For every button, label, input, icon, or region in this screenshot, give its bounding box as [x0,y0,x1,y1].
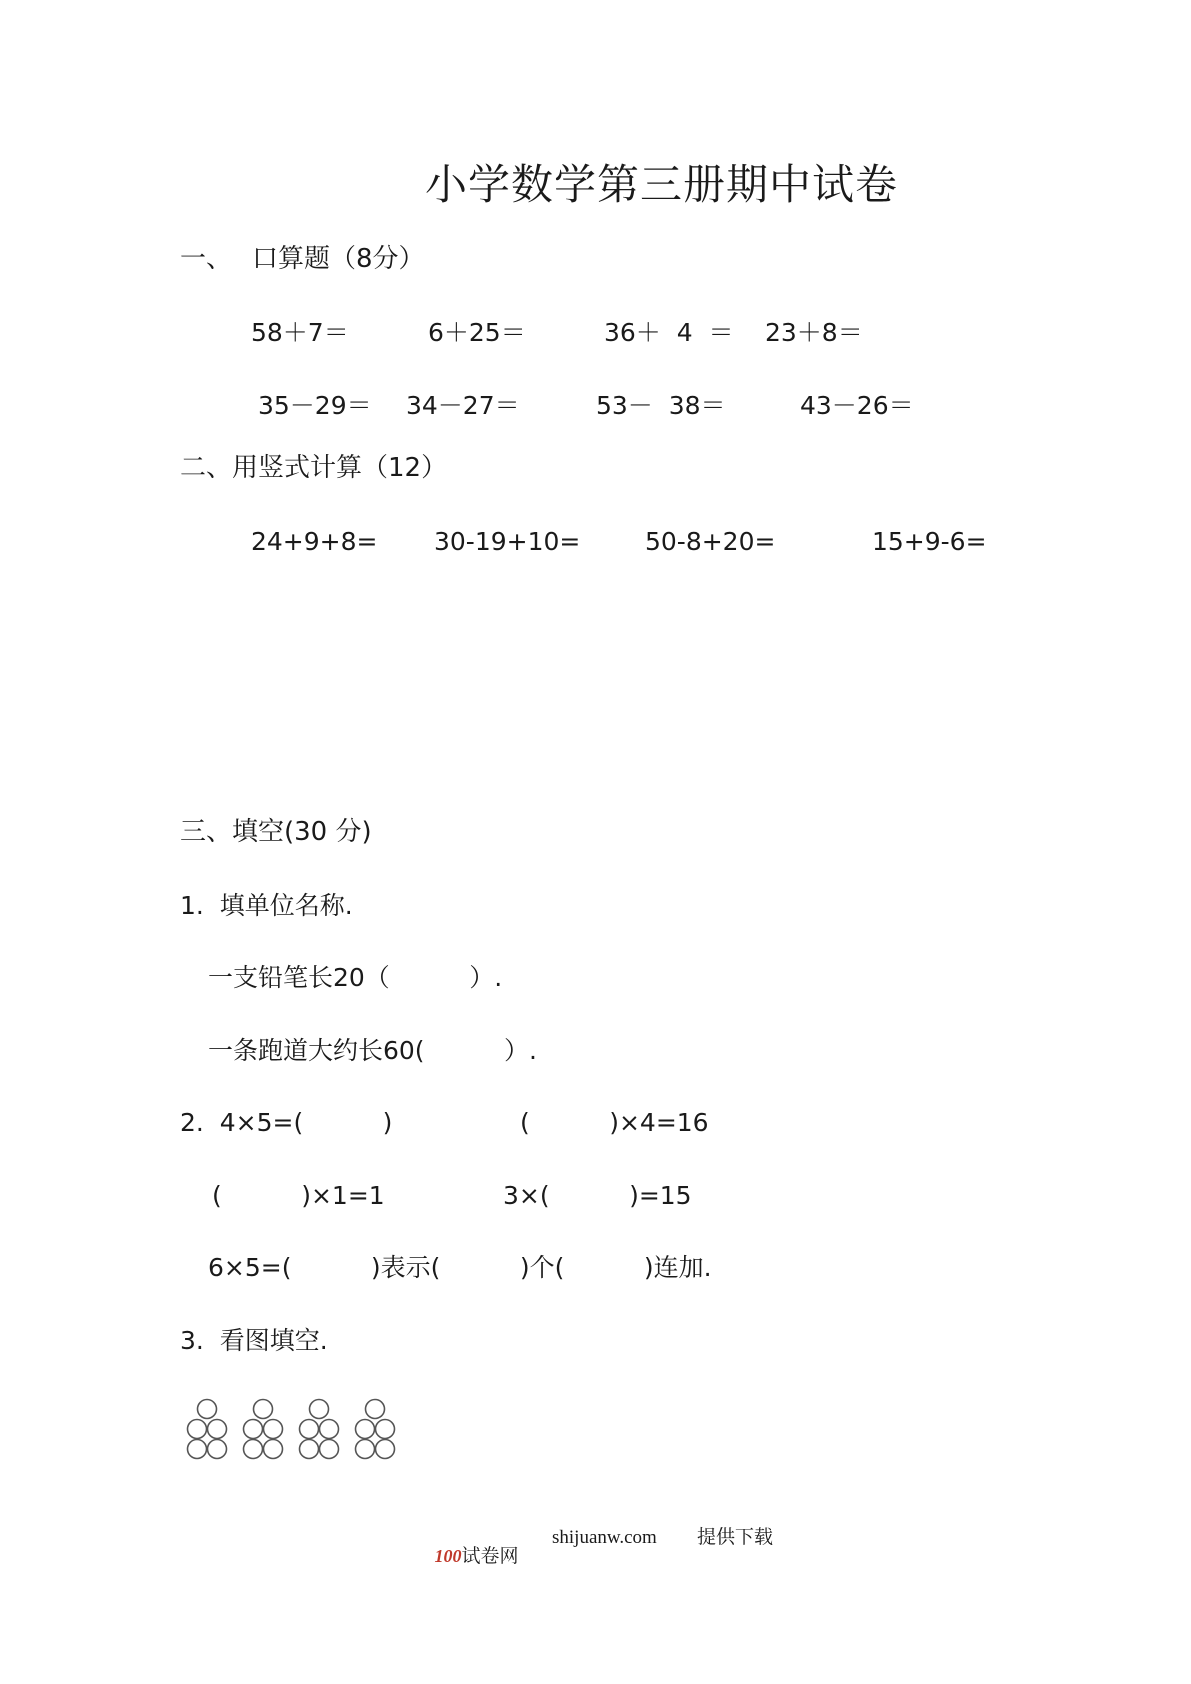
section1-number: 一、 [180,244,233,274]
circle-icon [188,1420,207,1439]
question2-b: ( )×4=16 [520,1108,709,1137]
brand-name: 试卷网 [461,1546,519,1567]
question1-line1: 一支铅笔长20（ ）. [208,963,503,992]
question3-label: 3. 看图填空. [180,1326,328,1355]
section1-heading: 口算题（8分） [252,244,425,274]
question2-e: 6×5=( )表示( )个( )连加. [208,1253,712,1282]
circle-group [356,1400,395,1459]
circle-icon [244,1440,263,1459]
footer [425,1528,519,1566]
circle-icon [198,1400,217,1419]
circle-icon [376,1420,395,1439]
circle-icon [320,1420,339,1439]
vertical-calc-item: 15+9-6= [872,527,987,556]
footer-note: 提供下载 [697,1527,774,1548]
mental-math-item: 34－27＝ [406,391,520,420]
circle-icon [320,1440,339,1459]
circle-group [300,1400,339,1459]
vertical-calc-item: 50-8+20= [645,527,776,556]
circle-group [244,1400,283,1459]
question2-a: 2. 4×5=( ) [180,1108,393,1137]
section2-heading: 二、用竖式计算（12） [180,453,448,483]
footer-site: shijuanw.com [552,1527,657,1548]
brand-logo-number: 100 [434,1546,462,1566]
circle-icon [376,1440,395,1459]
question2-d: 3×( )=15 [503,1181,692,1210]
circle-icon [264,1420,283,1439]
circle-groups-figure [183,1398,423,1466]
circle-group [188,1400,227,1459]
circle-icon [310,1400,329,1419]
section3-heading: 三、填空(30 分) [180,817,372,847]
circle-icon [356,1420,375,1439]
circle-icon [244,1420,263,1439]
question1-label: 1. 填单位名称. [180,891,353,920]
circle-icon [254,1400,273,1419]
circle-icon [208,1420,227,1439]
page-title: 小学数学第三册期中试卷 [425,160,899,209]
circle-icon [356,1440,375,1459]
question1-line2: 一条跑道大约长60( ）. [208,1036,537,1065]
circle-icon [264,1440,283,1459]
circle-icon [300,1440,319,1459]
mental-math-item: 43－26＝ [800,391,914,420]
mental-math-item: 53－ 38＝ [596,391,726,420]
circle-icon [208,1440,227,1459]
vertical-calc-item: 30-19+10= [434,527,581,556]
question2-c: ( )×1=1 [212,1181,385,1210]
mental-math-item: 35－29＝ [258,391,372,420]
circle-icon [366,1400,385,1419]
mental-math-item: 58＋7＝ [251,318,349,347]
mental-math-item: 23＋8＝ [765,318,863,347]
circle-icon [300,1420,319,1439]
mental-math-item: 6＋25＝ [428,318,526,347]
mental-math-item: 36＋ 4 ＝ [604,318,734,347]
vertical-calc-item: 24+9+8= [251,527,378,556]
circle-icon [188,1440,207,1459]
